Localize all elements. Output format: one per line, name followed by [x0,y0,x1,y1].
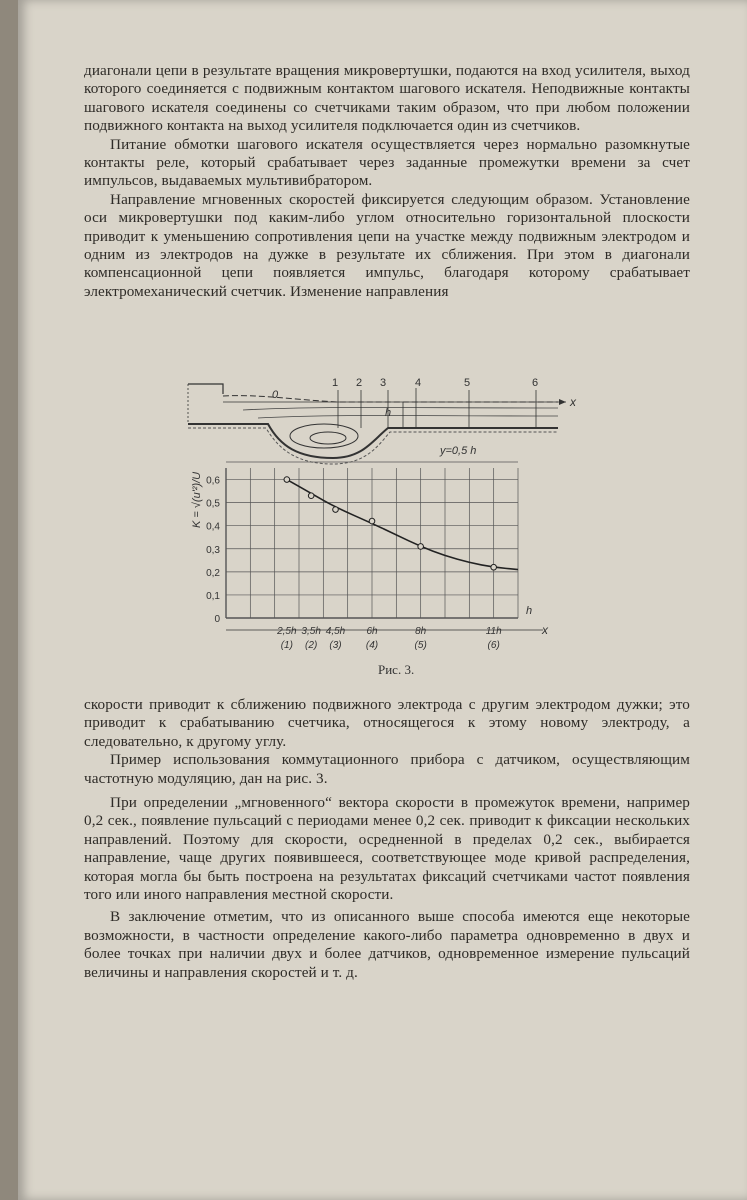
y-tick-label: 0,5 [206,498,220,510]
plot-y-ticks [206,476,220,625]
data-point [491,564,497,570]
flow-diagram [188,377,577,464]
paragraph: В заключение отметим, что из описанного выше способа имеются еще некоторые возможности, в частности определение какого-либо параметра одновременно в двух и более точках при наличии двух и более датчиков, одновременное измерение пульсаций величины и направления скоростей и т. д. [84,908,690,981]
bottom-text-block [84,696,690,982]
plot-points [284,477,496,570]
k-plot [191,462,549,651]
y-tick-label: 0,6 [206,475,220,487]
paragraph-continuation: диагонали цепи в результате вращения микровертушки, подаются на вход усилителя, выход которого соединяется с подвижным контактом шагового искателя. Неподвижные контакты шагового искателя соединены со счетчиками таким образом, что при любом положении подвижного контакта на выход усилителя подключается один из счетчиков. [84,62,690,135]
x-tick-section-label: (5) [414,640,427,651]
series-curve [287,480,518,570]
section-label-4: 4 [415,377,422,389]
data-point [284,477,290,483]
plot-y-axis-label: K = √(u'²)/U [191,471,203,528]
y-tick-label: 0,4 [206,521,220,533]
section-label-1: 1 [332,377,339,389]
x-tick-label: 8h [415,626,427,637]
x-tick-label: 11h [485,626,502,637]
y-tick-label: 0,2 [206,567,220,579]
x-tick-section-label: (1) [280,640,293,651]
section-label-5: 5 [464,377,471,389]
x-tick-section-label: (2) [305,640,318,651]
data-point [333,507,339,513]
data-point [418,544,424,550]
x-tick-label: 3,5h [301,626,321,637]
plot-x-unit-label: h [526,605,533,617]
paragraph: Направление мгновенных скоростей фиксируется следующим образом. Установление оси микровертушки под каким-либо углом относительно горизонтальной плоскости приводит к уменьшению сопротивления цепи на участке между подвижным электродом и одним из электродов на дужке в результате их сближения. При этом в диагонали компенсационной цепи появляется импульс, благодаря которому срабатывает электромеханический счетчик. Изменение направления [84,190,690,300]
plot-x-axis-label: x [542,623,548,637]
section-label-0: 0 [272,389,279,401]
flow-note: y=0,5 h [440,445,477,457]
y-tick-label: 0,3 [206,544,220,556]
x-tick-section-label: (6) [487,640,500,651]
figure-3 [18,366,747,666]
section-label-2: 2 [356,377,363,389]
depth-label: h [385,407,392,419]
section-label-6: 6 [532,377,539,389]
figure-caption: Рис. 3. [378,662,415,677]
data-point [369,518,375,524]
y-tick-label: 0 [214,614,220,625]
x-tick-label: 2,5h [277,626,297,637]
x-tick-label: 4,5h [325,626,346,637]
plot-grid [226,462,543,630]
x-tick-section-label: (3) [329,640,342,651]
paragraph: Пример использования коммутационного прибора с датчиком, осуществляющим частотную модуляцию, дан на рис. 3. [84,751,690,787]
paragraph-continuation: скорости приводит к сближению подвижного электрода с другим электродом дужки; это приводит к срабатыванию счетчика, относящегося к этому новому электроду, а следовательно, к другому углу. [84,696,690,750]
data-point [308,493,314,499]
x-tick-section-label: (4) [365,640,379,651]
paragraph: При определении „мгновенного“ вектора скорости в промежуток времени, например 0,2 сек., появление пульсаций с периодами менее 0,2 сек. приводит к фиксации нескольких направлений. Поэтому для скорости, осредненной в пределах 0,2 сек., выбирается направление, чаще других появившееся, соответствующее моде кривой распределения, которая могла бы быть построена на результатах фиксаций счетчиками частот появления того или иного направления местной скорости. [84,794,690,904]
top-text-block [84,62,690,301]
y-tick-label: 0,1 [206,590,220,602]
x-tick-label: 6h [366,626,378,637]
book-page [18,0,747,1200]
paragraph: Питание обмотки шагового искателя осуществляется через нормально разомкнутые контакты реле, который срабатывает через заданные промежутки времени за счет импульсов, выдаваемых мультивибратором. [84,135,690,190]
section-label-3: 3 [380,377,387,389]
flow-axis-label: x [570,395,576,409]
